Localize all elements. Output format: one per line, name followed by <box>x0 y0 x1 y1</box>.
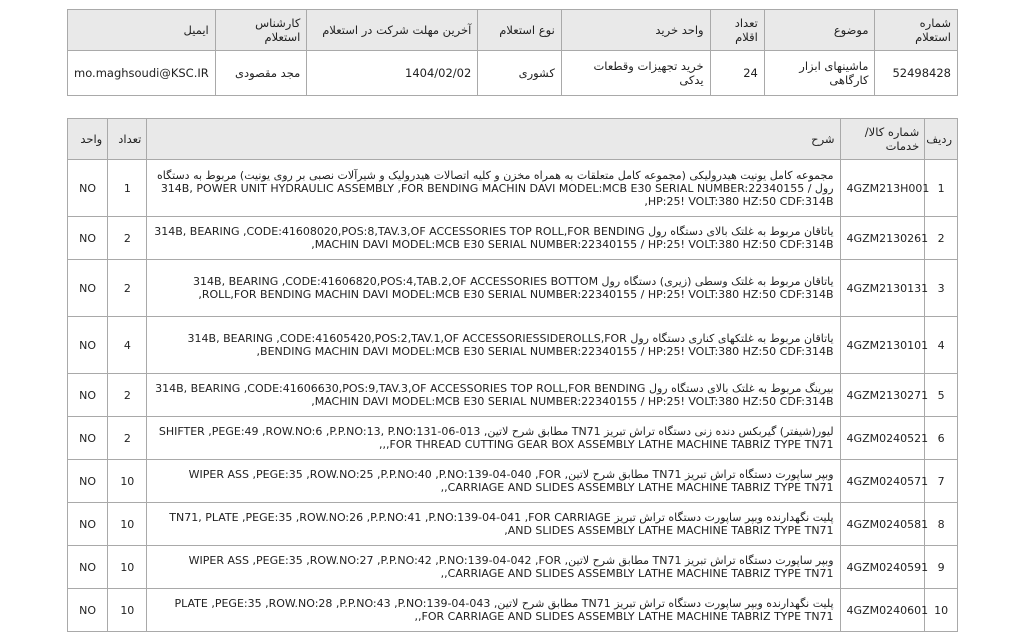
header-item-count: تعداد اقلام <box>710 10 764 51</box>
row-number: 10 <box>925 589 958 632</box>
header-description: شرح <box>147 119 840 160</box>
item-count: 24 <box>710 51 764 96</box>
item-unit: NO <box>68 503 108 546</box>
table-row <box>68 374 958 417</box>
table-row <box>68 589 958 632</box>
inquiry-type: کشوری <box>478 51 562 96</box>
header-expert: کارشناس استعلام <box>215 10 307 51</box>
item-unit: NO <box>68 317 108 374</box>
item-quantity: 2 <box>108 374 147 417</box>
inquiry-summary-table <box>67 9 958 96</box>
row-number: 5 <box>925 374 958 417</box>
item-quantity: 1 <box>108 160 147 217</box>
item-code: 4GZM0240601 <box>840 589 925 632</box>
item-description: یاتاقان مربوط به غلتک بالای دستگاه رول 314B, BEARING ,CODE:41608020,POS:8,TAV.3,OF ACCESSORIES TOP ROLL,FOR BENDING MACHIN DAVI MODEL:MCB E30 SERIAL NUMBER:22340155 / HP:25! VOLT:380 HZ:50 CDF:314B, <box>147 217 840 260</box>
item-description: یاتاقان مربوط به غلتکهای کناری دستگاه رول 314B, BEARING ,CODE:41605420,POS:2,TAV.1,OF ACCESSORIESSIDEROLLS,FOR BENDING MACHIN DAVI MODEL:MCB E30 SERIAL NUMBER:22340155 / HP:25! VOLT:380 HZ:50 CDF:314B, <box>147 317 840 374</box>
item-quantity: 4 <box>108 317 147 374</box>
table-row <box>68 417 958 460</box>
header-row-number: ردیف <box>925 119 958 160</box>
item-description: پلیت نگهدارنده وبپر ساپورت دستگاه تراش تبریز TN71, PLATE ,PEGE:35 ,ROW.NO:26 ,P.P.NO:41 ,P.NO:139-04-041 ,FOR CARRIAGE AND SLIDES ASSEMBLY LATHE MACHINE TABRIZ TYPE TN71, <box>147 503 840 546</box>
item-quantity: 2 <box>108 417 147 460</box>
item-description: وبپر ساپورت دستگاه تراش تبریز TN71 مطابق شرح لاتین, WIPER ASS ,PEGE:35 ,ROW.NO:25 ,P.P.NO:40 ,P.NO:139-04-040 ,FOR CARRIAGE AND SLIDES ASSEMBLY LATHE MACHINE TABRIZ TYPE TN71,, <box>147 460 840 503</box>
header-subject: موضوع <box>764 10 875 51</box>
row-number: 9 <box>925 546 958 589</box>
item-description: پلیت نگهدارنده وبپر ساپورت دستگاه تراش تبریز TN71 مطابق شرح لاتین, PLATE ,PEGE:35 ,ROW.NO:28 ,P.P.NO:43 ,P.NO:139-04-043 ,FOR CARRIAGE AND SLIDES ASSEMBLY LATHE MACHINE TABRIZ TYPE TN71, <box>147 589 840 632</box>
row-number: 2 <box>925 217 958 260</box>
item-code: 4GZM2130101 <box>840 317 925 374</box>
items-header-row <box>68 119 958 160</box>
table-row <box>68 546 958 589</box>
table-row <box>68 217 958 260</box>
item-unit: NO <box>68 217 108 260</box>
table-row <box>68 503 958 546</box>
row-number: 4 <box>925 317 958 374</box>
item-quantity: 10 <box>108 460 147 503</box>
summary-data-row <box>68 51 958 96</box>
summary-header-row <box>68 10 958 51</box>
item-code: 4GZM0240571 <box>840 460 925 503</box>
table-row <box>68 260 958 317</box>
item-quantity: 10 <box>108 546 147 589</box>
table-row <box>68 317 958 374</box>
inquiry-subject: ماشینهای ابزار کارگاهی <box>764 51 875 96</box>
inquiry-number: 52498428 <box>875 51 958 96</box>
item-description: مجموعه کامل یونیت هیدرولیکی (مجموعه کامل متعلقات به همراه مخزن و کلیه اتصالات هیدرولیک و شیرآلات نصبی بر روی یونیت) مربوط به دستگاه رول 314B, POWER UNIT HYDRAULIC ASSEMBLY ,FOR BENDING MACHIN DAVI MODEL:MCB E30 SERIAL NUMBER:22340155 / HP:25! VOLT:380 HZ:50 CDF:314B, <box>147 160 840 217</box>
expert-email: mo.maghsoudi@KSC.IR <box>68 51 216 96</box>
item-code: 4GZM2130131 <box>840 260 925 317</box>
item-unit: NO <box>68 417 108 460</box>
item-description: یاتاقان مربوط به غلتک وسطی (زیری) دستگاه رول 314B, BEARING ,CODE:41606820,POS:4,TAB.2,OF ACCESSORIES BOTTOM ROLL,FOR BENDING MACHIN DAVI MODEL:MCB E30 SERIAL NUMBER:22340155 / HP:25! VOLT:380 HZ:50 CDF:314B, <box>147 260 840 317</box>
header-item-code: شماره کالا/خدمات <box>840 119 925 160</box>
item-code: 4GZM2130261 <box>840 217 925 260</box>
item-quantity: 2 <box>108 260 147 317</box>
item-description: لیور(شیفتر) گیربکس دنده زنی دستگاه تراش تبریز TN71 مطابق شرح لاتین, SHIFTER ,PEGE:49 ,ROW.NO:6 ,P.P.NO:13, P.NO:131-06-013 ,FOR THREAD CUTTING GEAR BOX ASSEMBLY LATHE MACHINE TABRIZ TYPE TN71,, <box>147 417 840 460</box>
header-inquiry-type: نوع استعلام <box>478 10 562 51</box>
header-purchase-unit: واحد خرید <box>561 10 710 51</box>
purchase-unit: خرید تجهیزات وقطعات یدکی <box>561 51 710 96</box>
row-number: 7 <box>925 460 958 503</box>
item-code: 4GZM213H001 <box>840 160 925 217</box>
items-table <box>67 118 958 632</box>
item-code: 4GZM0240581 <box>840 503 925 546</box>
item-unit: NO <box>68 589 108 632</box>
header-inquiry-no: شماره استعلام <box>875 10 958 51</box>
item-unit: NO <box>68 546 108 589</box>
item-unit: NO <box>68 374 108 417</box>
row-number: 3 <box>925 260 958 317</box>
item-unit: NO <box>68 160 108 217</box>
item-code: 4GZM2130271 <box>840 374 925 417</box>
row-number: 8 <box>925 503 958 546</box>
header-deadline: آخرین مهلت شرکت در استعلام <box>307 10 478 51</box>
item-unit: NO <box>68 260 108 317</box>
header-unit: واحد <box>68 119 108 160</box>
header-email: ایمیل <box>68 10 216 51</box>
item-quantity: 2 <box>108 217 147 260</box>
header-quantity: تعداد <box>108 119 147 160</box>
table-row <box>68 460 958 503</box>
item-description: بیرینگ مربوط به غلتک بالای دستگاه رول 314B, BEARING ,CODE:41606630,POS:9,TAV.3,OF ACCESSORIES TOP ROLL,FOR BENDING MACHIN DAVI MODEL:MCB E30 SERIAL NUMBER:22340155 / HP:25! VOLT:380 HZ:50 CDF:314B, <box>147 374 840 417</box>
row-number: 6 <box>925 417 958 460</box>
item-code: 4GZM0240591 <box>840 546 925 589</box>
expert-name: مجد مقصودی <box>215 51 307 96</box>
item-code: 4GZM0240521 <box>840 417 925 460</box>
row-number: 1 <box>925 160 958 217</box>
item-description: وبپر ساپورت دستگاه تراش تبریز TN71 مطابق شرح لاتین, WIPER ASS ,PEGE:35 ,ROW.NO:27 ,P.P.NO:42 ,P.NO:139-04-042 ,FOR CARRIAGE AND SLIDES ASSEMBLY LATHE MACHINE TABRIZ TYPE TN71,, <box>147 546 840 589</box>
table-row <box>68 160 958 217</box>
item-unit: NO <box>68 460 108 503</box>
item-quantity: 10 <box>108 503 147 546</box>
deadline-date: 1404/02/02 <box>307 51 478 96</box>
item-quantity: 10 <box>108 589 147 632</box>
